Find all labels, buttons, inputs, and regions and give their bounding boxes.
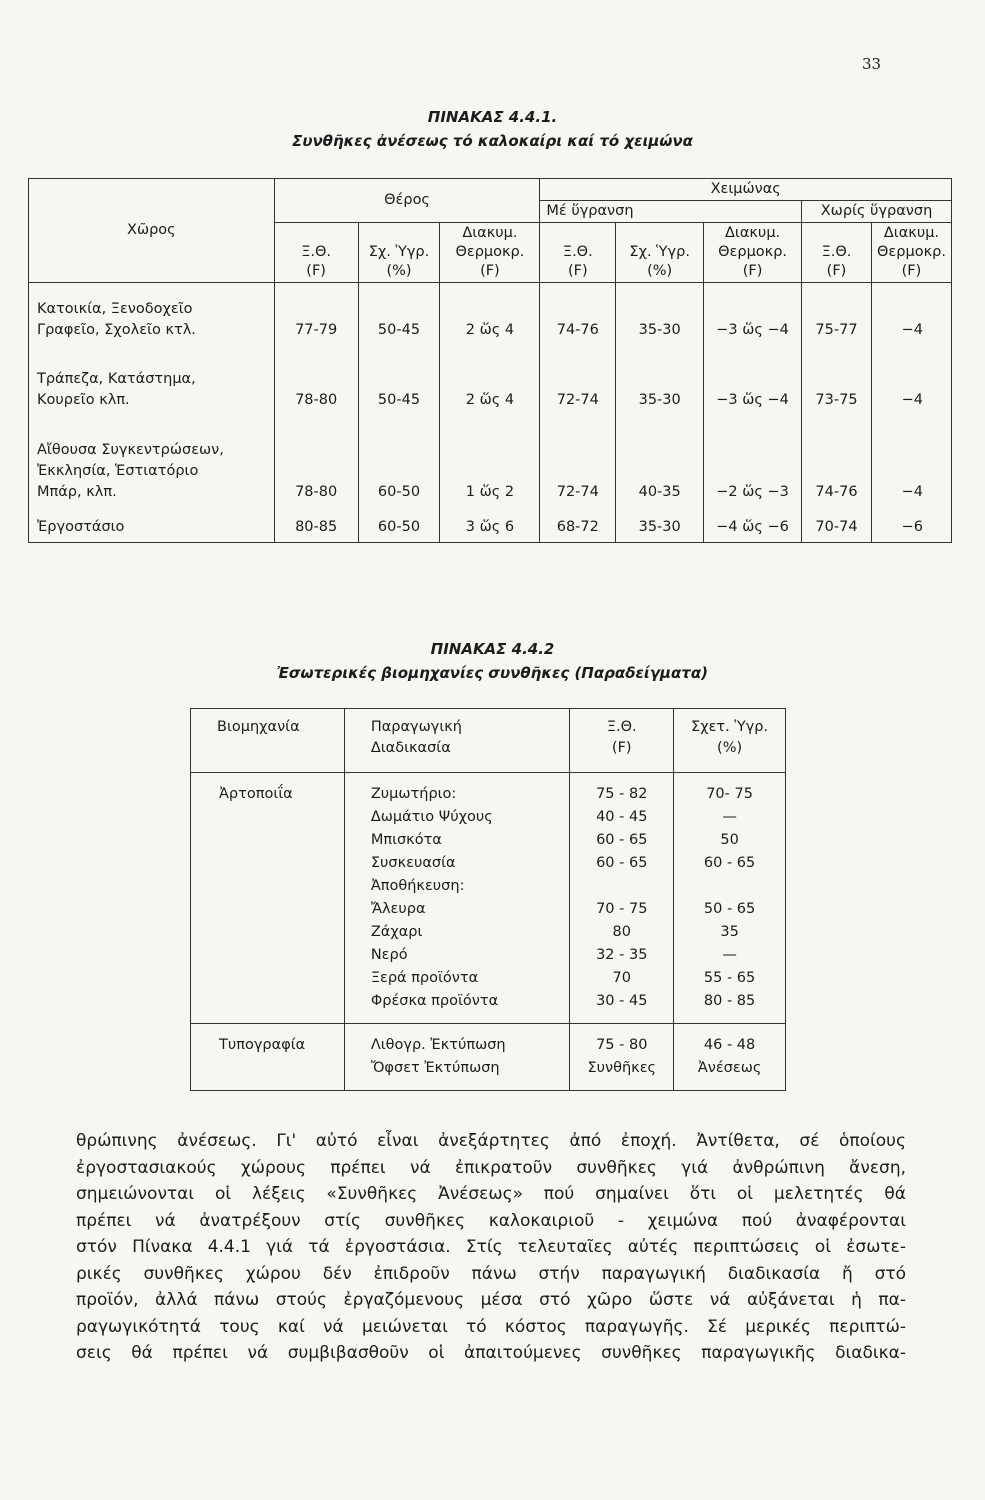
header-winter-dry-bulb: Ξ.Θ. (F): [540, 223, 616, 283]
table-cell: 72-74: [540, 345, 616, 415]
header-summer-temp-range: Διακυμ. Θερμοκρ. (F): [440, 223, 540, 283]
header-dry-dry-bulb: Ξ.Θ. (F): [802, 223, 872, 283]
header-process: Παραγωγική Διαδικασία: [344, 709, 569, 773]
table2-caption-title: ΠΙΝΑΚΑΣ 4.4.2: [430, 640, 555, 658]
table-cell: −4: [871, 415, 951, 507]
page-number: 33: [862, 55, 882, 73]
body-line: θρώπινης ἀνέσεως. Γι' αὐτό εἶναι ἀνεξάρτητες ἀπό ἐποχή. Ἀντίθετα, σέ ὁποίους: [76, 1131, 906, 1151]
table-cell: −3 ὥς −4: [704, 283, 802, 345]
table-cell: 75-77: [802, 283, 872, 345]
table-cell: 1 ὥς 2: [440, 415, 540, 507]
header-winter-humidity: Σχ. Ὑγρ. (%): [616, 223, 704, 283]
table-row: [29, 345, 952, 415]
table-cell: 2 ὥς 4: [440, 345, 540, 415]
header-with-humidification: Μέ ὕγρανση: [540, 201, 802, 223]
table-cell: −4: [871, 283, 951, 345]
table-cell: 68-72: [540, 507, 616, 543]
header-dry-bulb: Ξ.Θ. (F): [570, 709, 674, 773]
table-row: [29, 507, 952, 543]
row-place: Ἐργοστάσιο: [29, 507, 275, 543]
table2-caption: [0, 640, 985, 682]
table-cell: 40-35: [616, 415, 704, 507]
table-cell: 2 ὥς 4: [440, 283, 540, 345]
body-line: σεις θά πρέπει νά συμβιβασθοῦν οἱ ἀπαιτούμενες συνθῆκες παραγωγικῆς διαδικα-: [76, 1343, 906, 1363]
header-winter-temp-range: Διακυμ. Θερμοκρ. (F): [704, 223, 802, 283]
table-cell: 50-45: [358, 345, 440, 415]
table-cell: 74-76: [802, 415, 872, 507]
humidity-list: 46 - 48 Ἀνέσεως: [674, 1024, 786, 1091]
table-cell: −6: [871, 507, 951, 543]
body-paragraph: [76, 1128, 906, 1367]
table-cell: 78-80: [274, 345, 358, 415]
table-row: [29, 283, 952, 345]
comfort-conditions-table: [28, 178, 952, 543]
body-line: σημειώνονται οἱ λέξεις «Συνθῆκες Ἀνέσεως» πού σημαίνει ὅτι οἱ μελετητές θά: [76, 1184, 906, 1204]
header-dry-temp-range: Διακυμ. Θερμοκρ. (F): [871, 223, 951, 283]
table-cell: 3 ὥς 6: [440, 507, 540, 543]
humidity-list: 70- 75 — 50 60 - 65 50 - 65 35 — 55 - 65 80 - 85: [674, 773, 786, 1024]
table-cell: 35-30: [616, 507, 704, 543]
body-line: ἐργοστασιακούς χώρους πρέπει νά ἐπικρατοῦν συνθῆκες γιά ἀνθρώπινη ἄνεση,: [76, 1157, 906, 1178]
dry-bulb-list: 75 - 82 40 - 45 60 - 65 60 - 65 70 - 75 80 32 - 35 70 30 - 45: [570, 773, 674, 1024]
industry-name: Ἀρτοποιΐα: [191, 773, 345, 1024]
body-line: πρέπει νά ἀνατρέξουν στίς συνθῆκες καλοκαιριοῦ - χειμώνα πού ἀναφέρονται: [76, 1210, 906, 1231]
body-line: ραγωγικότητά τους καί νά μειώνεται τό κόστος παραγωγῆς. Σέ μερικές περιπτώ-: [76, 1316, 906, 1337]
table-row: [191, 773, 786, 1024]
body-line: ρικές συνθῆκες χώρου δέν ἐπιδροῦν πάνω στήν παραγωγική διαδικασία ἤ στό: [76, 1263, 906, 1284]
table-cell: 60-50: [358, 415, 440, 507]
table-cell: 35-30: [616, 283, 704, 345]
process-list: Ζυμωτήριο: Δωμάτιο Ψύχους Μπισκότα Συσκευασία Ἀποθήκευση: Ἄλευρα Ζάχαρι Νερό Ξερά προϊόντα Φρέσκα προϊόντα: [344, 773, 569, 1024]
table-cell: 35-30: [616, 345, 704, 415]
table-cell: 72-74: [540, 415, 616, 507]
header-summer-humidity: Σχ. Ὑγρ. (%): [358, 223, 440, 283]
dry-bulb-list: 75 - 80 Συνθῆκες: [570, 1024, 674, 1091]
row-place: Αἴθουσα Συγκεντρώσεων, Ἐκκλησία, Ἑστιατόριο Μπάρ, κλπ.: [29, 415, 275, 507]
table1-caption-subtitle: Συνθῆκες ἀνέσεως τό καλοκαίρι καί τό χειμώνα: [292, 132, 693, 150]
process-list: Λιθογρ. Ἐκτύπωση Ὄφσετ Ἐκτύπωση: [344, 1024, 569, 1091]
row-place: Κατοικία, Ξενοδοχεῖο Γραφεῖο, Σχολεῖο κτλ.: [29, 283, 275, 345]
industry-name: Τυπογραφία: [191, 1024, 345, 1091]
table-cell: 80-85: [274, 507, 358, 543]
header-winter: Χειμώνας: [540, 179, 952, 201]
table-cell: −2 ὥς −3: [704, 415, 802, 507]
table-cell: 77-79: [274, 283, 358, 345]
header-place: Χῶρος: [29, 179, 275, 283]
table-cell: −3 ὥς −4: [704, 345, 802, 415]
header-without-humidification: Χωρίς ὕγρανση: [802, 201, 952, 223]
table-cell: 74-76: [540, 283, 616, 345]
table-cell: 78-80: [274, 415, 358, 507]
header-humidity: Σχετ. Ὑγρ. (%): [674, 709, 786, 773]
industrial-conditions-table: [190, 708, 786, 1091]
table1-caption-title: ΠΙΝΑΚΑΣ 4.4.1.: [427, 108, 558, 126]
table-cell: −4: [871, 345, 951, 415]
table-row: [29, 415, 952, 507]
header-summer-dry-bulb: Ξ.Θ. (F): [274, 223, 358, 283]
row-place: Τράπεζα, Κατάστημα, Κουρεῖο κλπ.: [29, 345, 275, 415]
body-line: προϊόν, ἀλλά πάνω στούς ἐργαζόμενους μέσα στό χῶρο ὥστε νά αὐξάνεται ἡ πα-: [76, 1290, 906, 1310]
body-line: στόν Πίνακα 4.4.1 γιά τά ἐργοστάσια. Στίς τελευταῖες αὐτές περιπτώσεις οἱ ἐσωτε-: [76, 1237, 906, 1257]
table-cell: 73-75: [802, 345, 872, 415]
table-cell: 70-74: [802, 507, 872, 543]
header-industry: Βιομηχανία: [191, 709, 345, 773]
table-cell: 60-50: [358, 507, 440, 543]
table-cell: −4 ὥς −6: [704, 507, 802, 543]
header-summer: Θέρος: [274, 179, 540, 223]
table1-caption: [0, 108, 985, 150]
table-row: [191, 1024, 786, 1091]
table-cell: 50-45: [358, 283, 440, 345]
table2-caption-subtitle: Ἐσωτερικές βιομηχανίες συνθῆκες (Παραδείγματα): [276, 664, 708, 682]
